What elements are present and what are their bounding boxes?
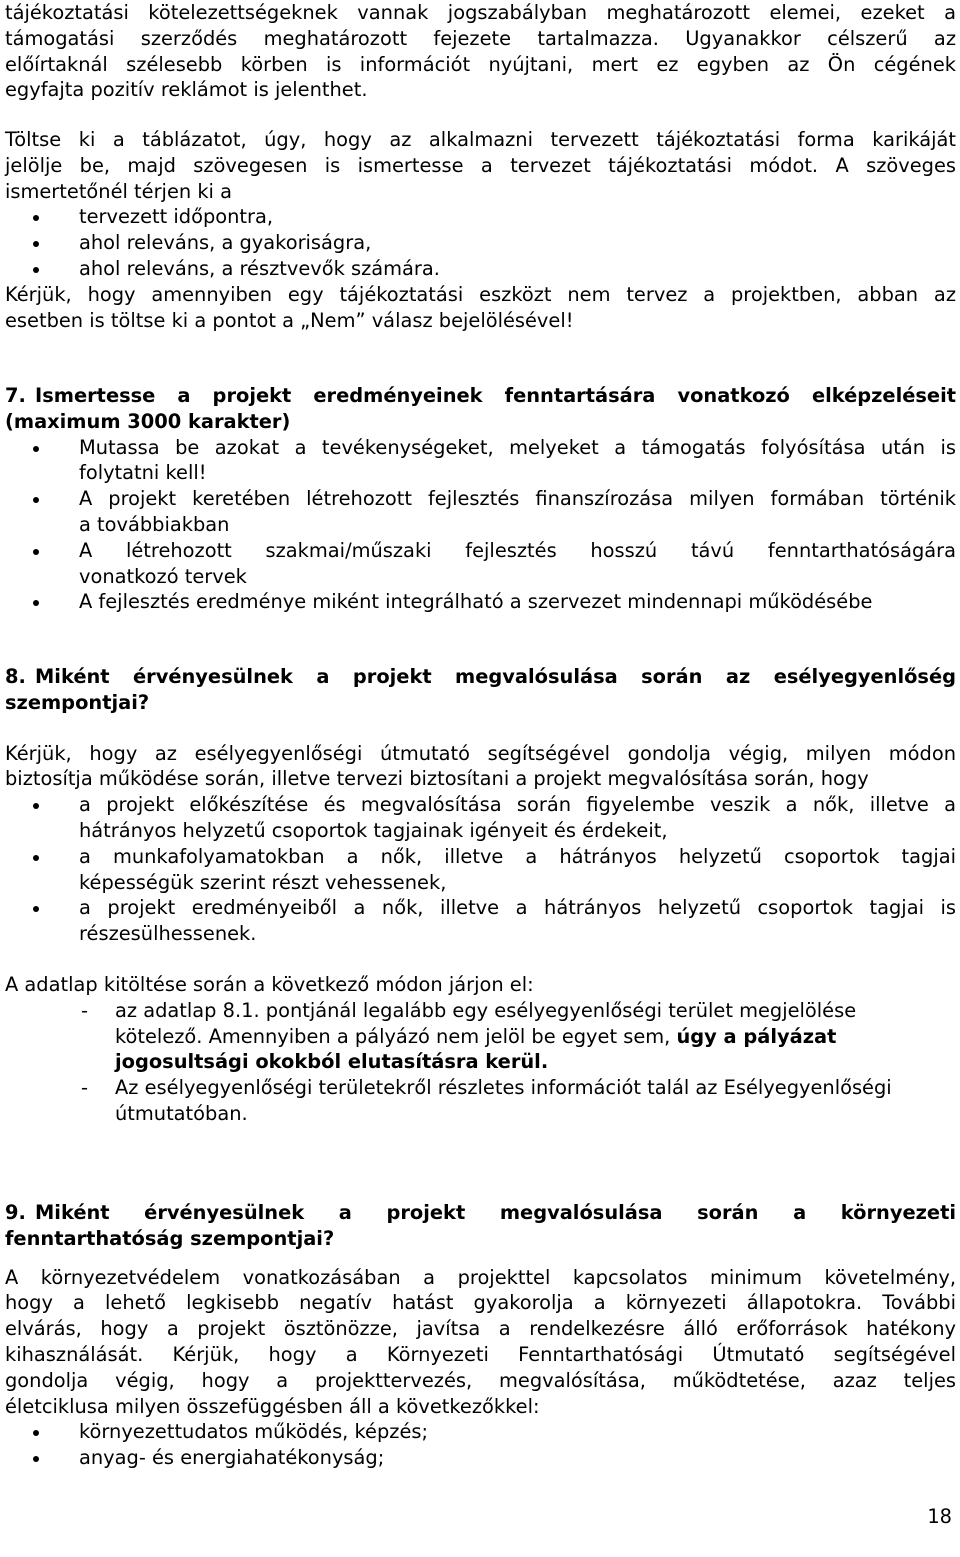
section-7 bbox=[5, 383, 956, 615]
section-9-body-line: hogy a lehető legkisebb negatív hatást gyakorolja a környezeti állapotokra. További bbox=[5, 1291, 956, 1315]
section-9-body-line: életciklusa milyen összefüggésben áll a következőkkel: bbox=[5, 1394, 540, 1418]
fill-instructions bbox=[5, 127, 956, 333]
instruction-line: ismertetőnél térjen ki a bbox=[5, 179, 232, 203]
dash-marker: - bbox=[81, 1076, 88, 1100]
dash-line bbox=[115, 1024, 956, 1050]
section-number: 7. bbox=[5, 384, 26, 407]
section-9 bbox=[5, 1200, 956, 1471]
bullet-line: vonatkozó tervek bbox=[79, 564, 247, 588]
section-9-body-line: kihasználását. Kérjük, hogy a Környezeti Fenntarthatósági Útmutató segítségével bbox=[5, 1342, 956, 1366]
dash-line: Az esélyegyenlőségi területekről részletes információt talál az Esélyegyenlőségi bbox=[115, 1076, 892, 1100]
section-7-heading bbox=[5, 383, 956, 409]
bullet-item: környezettudatos működés, képzés; bbox=[5, 1419, 956, 1445]
bullet-item bbox=[5, 486, 956, 538]
bullet-item: ahol releváns, a résztvevők számára. bbox=[5, 256, 956, 282]
instruction-line: Töltse ki a táblázatot, úgy, hogy az alkalmazni tervezett tájékoztatási forma karikáját bbox=[5, 128, 956, 151]
bullet-line: a projekt eredményeiből a nők, illetve a hátrányos helyzetű csoportok tagjai is bbox=[79, 896, 956, 920]
intro-line: egyfajta pozitív reklámot is jelenthet. bbox=[5, 78, 368, 102]
dash-line: az adatlap 8.1. pontjánál legalább egy esélyegyenlőségi terület megjelölése bbox=[115, 998, 857, 1022]
bullet-item: tervezett időpontra, bbox=[5, 204, 956, 230]
section-8-intro-line: Kérjük, hogy az esélyegyenlőségi útmutató segítségével gondolja végig, milyen módon bbox=[5, 741, 956, 765]
section-9-heading bbox=[5, 1200, 956, 1226]
intro-line: előírtaknál szélesebb körben is információt nyújtani, mert ez egyben az Ön cégének bbox=[5, 52, 956, 76]
intro-line: tájékoztatási kötelezettségeknek vannak jogszabályban meghatározott elemei, ezeket a bbox=[5, 1, 956, 24]
instruction-line: esetben is töltse ki a pontot a „Nem” válasz bejelölésével! bbox=[5, 308, 574, 332]
dash-marker: - bbox=[81, 998, 88, 1022]
instruction-bullets bbox=[5, 204, 956, 281]
bullet-line: a munkafolyamatokban a nők, illetve a hátrányos helyzetű csoportok tagjai bbox=[79, 844, 956, 868]
bullet-item bbox=[5, 792, 956, 844]
section-9-body-line: elvárás, hogy a projekt ösztönözze, javítsa a rendelkezésre álló erőforrások hatékony bbox=[5, 1317, 956, 1341]
section-9-heading-cont: fenntarthatóság szempontjai? bbox=[5, 1226, 335, 1250]
section-9-bullets bbox=[5, 1419, 956, 1471]
bullet-item: ahol releváns, a gyakoriságra, bbox=[5, 230, 956, 256]
instruction-line: jelölje be, majd szövegesen is ismertesse a tervezet tájékoztatási módot. A szöveges bbox=[5, 153, 956, 177]
dash-text: kötelező. Amennyiben a pályázó nem jelöl be egyet sem, bbox=[115, 1024, 671, 1048]
section-8 bbox=[5, 664, 956, 1127]
bullet-item bbox=[5, 895, 956, 947]
heading-text: Miként érvényesülnek a projekt megvalósulása során az esélyegyenlőség bbox=[35, 665, 956, 688]
bullet-line: folytatni kell! bbox=[79, 461, 207, 485]
dash-item bbox=[5, 1075, 956, 1127]
dash-item bbox=[5, 998, 956, 1075]
section-9-body-line: A környezetvédelem vonatkozásában a projekttel kapcsolatos minimum követelmény, bbox=[5, 1265, 956, 1289]
bullet-line: képességük szerint részt vehessenek, bbox=[79, 870, 447, 894]
dash-line: útmutatóban. bbox=[115, 1101, 248, 1125]
section-8-intro-line: biztosítja működése során, illetve tervezi biztosítani a projekt megvalósítása során, hogy bbox=[5, 767, 869, 791]
bullet-line: a továbbiakban bbox=[79, 512, 230, 536]
bullet-item bbox=[5, 538, 956, 590]
bullet-line: A fejlesztés eredménye miként integrálható a szervezet mindennapi működésébe bbox=[79, 590, 873, 614]
bullet-line: a projekt előkészítése és megvalósítása során figyelembe veszik a nők, illetve a bbox=[79, 793, 956, 817]
bullet-line: hátrányos helyzetű csoportok tagjainak igényeit és érdekeit, bbox=[79, 818, 668, 842]
bullet-item bbox=[5, 435, 956, 487]
dash-bold-text: úgy a pályázat bbox=[676, 1024, 837, 1048]
section-7-bullets bbox=[5, 435, 956, 616]
section-number: 8. bbox=[5, 665, 26, 688]
procedure-list bbox=[5, 998, 956, 1127]
bullet-line: A projekt keretében létrehozott fejlesztés finanszírozása milyen formában történik bbox=[79, 487, 956, 511]
heading-text: Ismertesse a projekt eredményeinek fenntartására vonatkozó elképzeléseit bbox=[35, 384, 956, 407]
intro-line: támogatási szerződés meghatározott fejezete tartalmazza. Ugyanakkor célszerű az bbox=[5, 26, 956, 50]
bullet-item: anyag- és energiahatékonyság; bbox=[5, 1445, 956, 1471]
heading-text: Miként érvényesülnek a projekt megvalósulása során a környezeti bbox=[35, 1201, 956, 1224]
section-7-heading-limit: (maximum 3000 karakter) bbox=[5, 409, 291, 433]
bullet-line: A létrehozott szakmai/műszaki fejlesztés hosszú távú fenntarthatóságára bbox=[79, 538, 956, 562]
section-8-heading-cont: szempontjai? bbox=[5, 690, 150, 714]
section-9-body-line: gondolja végig, hogy a projekttervezés, megvalósítása, működtetése, azaz teljes bbox=[5, 1368, 956, 1392]
bullet-line: Mutassa be azokat a tevékenységeket, melyeket a támogatás folyósítása után is bbox=[79, 435, 956, 459]
instruction-line: Kérjük, hogy amennyiben egy tájékoztatási eszközt nem tervez a projektben, abban az bbox=[5, 282, 956, 306]
intro-paragraph bbox=[5, 0, 956, 103]
section-number: 9. bbox=[5, 1201, 26, 1224]
bullet-item bbox=[5, 844, 956, 896]
section-8-bullets bbox=[5, 792, 956, 947]
bullet-item bbox=[5, 589, 956, 615]
procedure-intro: A adatlap kitöltése során a következő módon járjon el: bbox=[5, 972, 534, 996]
page-number: 18 bbox=[927, 1505, 952, 1528]
dash-bold-line: jogosultsági okokból elutasításra kerül. bbox=[115, 1050, 549, 1074]
section-8-heading bbox=[5, 664, 956, 690]
bullet-line: részesülhessenek. bbox=[79, 922, 257, 946]
